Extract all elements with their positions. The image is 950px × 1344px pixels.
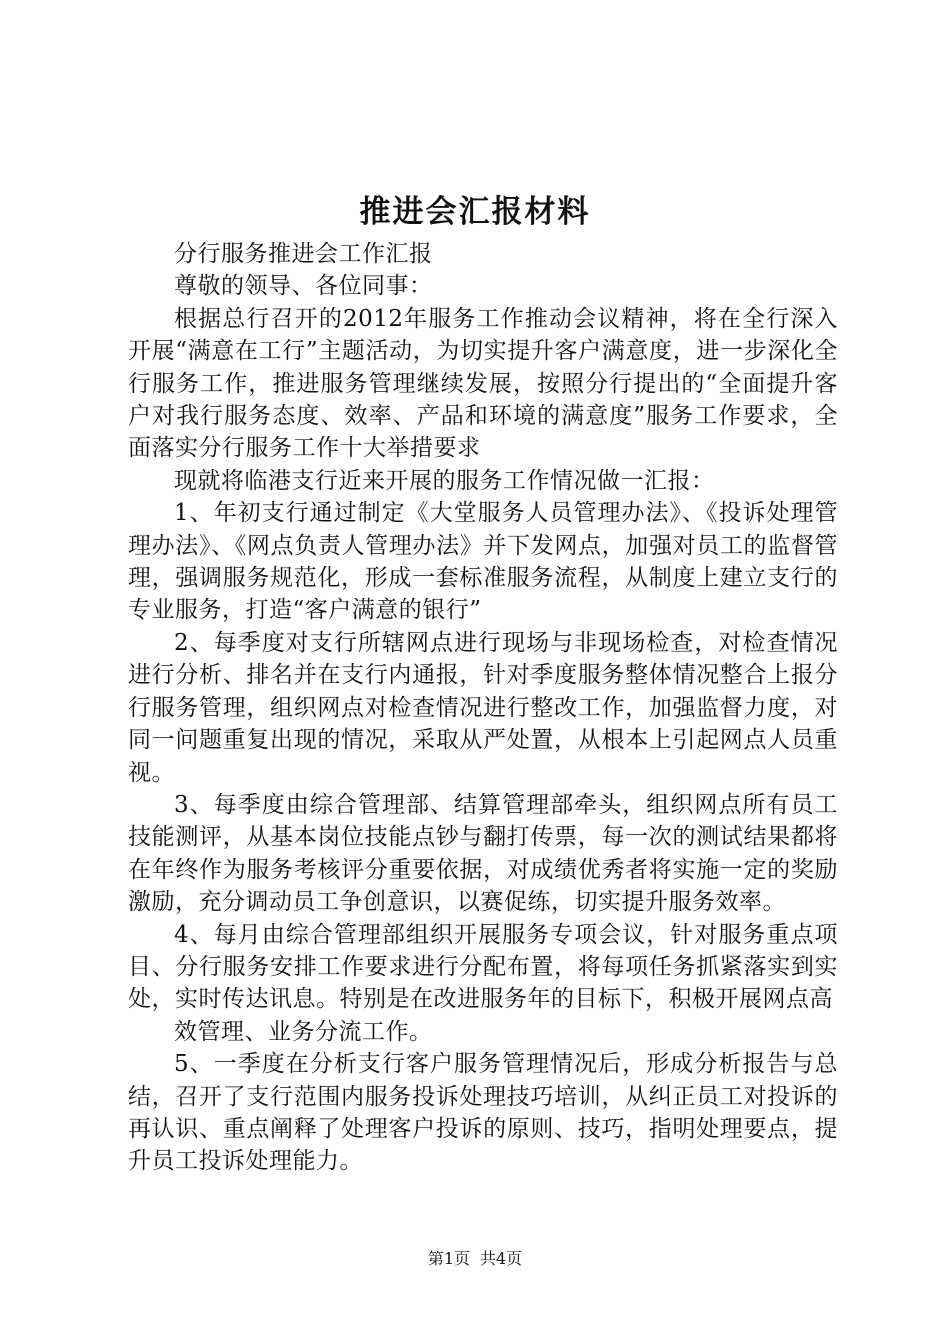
paragraph-salutation: 尊敬的领导、各位同事： <box>174 273 433 300</box>
paragraph-intro: 根据总行召开的2012年服务工作推动会议精神，将在全行深入开展“满意在工行”主题活动，为切实提升客户满意度，进一步深化全行服务工作，推进服务管理继续发展，按照分行提出的“全面提升客户对我行服务态度、效率、产品和环境的满意度”服务工作要求，全面落实分行服务工作十大举措要求 <box>128 305 838 462</box>
paragraph-item-4-continued: 效管理、业务分流工作。 <box>174 1018 433 1045</box>
paragraph-heading: 分行服务推进会工作汇报 <box>174 241 433 267</box>
page-number: 第1页 <box>427 1249 470 1268</box>
paragraph-item-3: 3、每季度由综合管理部、结算管理部牵头，组织网点所有员工技能测评，从基本岗位技能点钞与翻打传票，每一次的测试结果都将在年终作为服务考核评分重要依据，对成绩优秀者将实施一定的奖励激励，充分调动员工争创意识，以赛促练，切实提升服务效率。 <box>128 791 838 916</box>
document-title: 推进会汇报材料 <box>359 194 591 230</box>
paragraph-item-4: 4、每月由综合管理部组织开展服务专项会议，针对服务重点项目、分行服务安排工作要求进行分配布置，将每项任务抓紧落实到实处，实时传达讯息。特别是在改进服务年的目标下，积极开展网点高 <box>128 921 838 1013</box>
paragraph-item-1: 1、年初支行通过制定《大堂服务人员管理办法》、《投诉处理管理办法》、《网点负责人管理办法》并下发网点，加强对员工的监督管理，强调服务规范化，形成一套标准服务流程，从制度上建立支行的专业服务，打造“客户满意的银行” <box>128 500 838 624</box>
paragraph-item-2: 2、每季度对支行所辖网点进行现场与非现场检查，对检查情况进行分析、排名并在支行内通报，针对季度服务整体情况整合上报分行服务管理，组织网点对检查情况进行整改工作，加强监督力度，对同一问题重复出现的情况，采取从严处置，从根本上引起网点人员重视。 <box>128 629 838 786</box>
page-footer <box>0 1246 950 1269</box>
page-total: 共4页 <box>480 1249 523 1268</box>
paragraph-item-5: 5、一季度在分析支行客户服务管理情况后，形成分析报告与总结，召开了支行范围内服务投诉处理技巧培训，从纠正员工对投诉的再认识、重点阐释了处理客户投诉的原则、技巧，指明处理要点，提升员工投诉处理能力。 <box>128 1051 838 1175</box>
document-body <box>128 238 838 1178</box>
paragraph-lead: 现就将临港支行近来开展的服务工作情况做一汇报： <box>174 467 715 494</box>
